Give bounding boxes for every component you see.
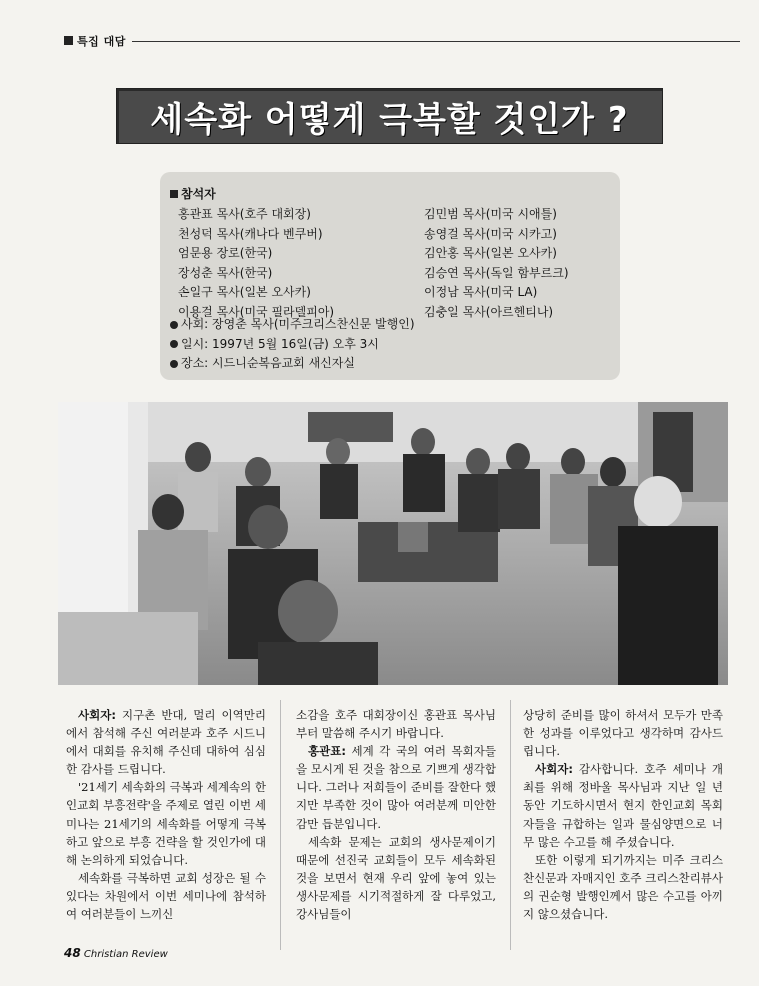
speaker-label: 홍관표: xyxy=(308,744,346,759)
section-marker-square xyxy=(64,36,73,45)
participants-heading-text: 참석자 xyxy=(181,187,216,201)
paragraph: 상당히 준비를 많이 하셔서 모두가 만족한 성과를 이루었다고 생각하며 감사드립니다. xyxy=(523,708,723,759)
participant-item: 김충일 목사(아르헨티나) xyxy=(424,304,554,319)
paragraph: 사회자: 감사합니다. 호주 세미나 개최를 위해 정바울 목사님과 지난 일 년 동안 기도하시면서 현지 한인교회 목회자들을 규합하는 일과 물심양면으로 너무 많은 수고를 해 주셨습니다. xyxy=(523,762,723,849)
bullet-icon xyxy=(170,321,178,329)
roundtable-photo xyxy=(58,402,728,685)
header-rule xyxy=(132,41,740,42)
bullet-icon xyxy=(170,360,178,368)
participant-item: 홍관표 목사(호주 대회장) xyxy=(178,207,311,221)
participant-item: 장성춘 목사(한국) xyxy=(178,265,273,280)
participant-item: 이용걸 목사(미국 필라델피아) xyxy=(178,304,335,319)
paragraph: 사회자: 지구촌 반대, 멀리 이역만리에서 참석해 주신 여러분과 호주 시드니에서 대회를 유치해 주신데 대하여 심심한 감사를 드립니다. xyxy=(66,708,266,777)
column-divider xyxy=(510,700,511,950)
paragraph: 또한 이렇게 되기까지는 미주 크리스찬신문과 자매지인 호주 크리스찬리뷰사의 권순형 발행인께서 많은 수고를 아끼지 않으셨습니다. xyxy=(523,852,723,922)
section-header xyxy=(64,34,740,48)
participant-item: 이정남 목사(미국 LA) xyxy=(424,285,538,300)
paragraph: 세속화를 극복하면 교회 성장은 될 수 있다는 차원에서 이번 세미나에 참석하여 여러분들이 느끼신 xyxy=(66,870,266,922)
paragraph: 홍관표: 세계 각 국의 여러 목회자들을 모시게 된 것을 참으로 기쁘게 생각합니다. 그러나 저희들이 준비를 잘한다 했지만 부족한 것이 많아 여러분께 미안한 감만 듭분입니다. xyxy=(296,744,496,831)
speaker-label: 사회자: xyxy=(78,708,116,722)
heading-square-icon xyxy=(170,190,178,198)
place-line: 장소: 시드니순복음교회 새신자실 xyxy=(170,354,415,374)
speaker-label: 사회자: xyxy=(535,762,573,777)
participant-item: 천성덕 목사(캐나다 벤쿠버) xyxy=(178,226,323,241)
participant-item: 김민범 목사(미국 시애틀) xyxy=(424,207,557,221)
magazine-name: Christian Review xyxy=(83,949,168,960)
event-meta xyxy=(170,315,415,374)
participants-box xyxy=(160,172,620,380)
participant-item: 김안홍 목사(일본 오사카) xyxy=(424,246,557,261)
page-footer xyxy=(64,946,168,960)
article-column-1 xyxy=(66,706,266,923)
participant-item: 손일구 목사(일본 오사카) xyxy=(178,285,311,300)
article-title: 세속화 어떻게 극복할 것인가 ? xyxy=(150,99,629,140)
date-line: 일시: 1997년 5월 16일(금) 오후 3시 xyxy=(170,335,415,355)
participants-heading xyxy=(170,185,216,202)
title-banner xyxy=(116,88,663,144)
moderator-line: 사회: 장영춘 목사(미주크리스찬신문 발행인) xyxy=(170,315,415,335)
column-divider xyxy=(280,700,281,950)
article-column-2 xyxy=(296,706,496,923)
page-number: 48 xyxy=(64,946,81,960)
participant-item: 엄문용 장로(한국) xyxy=(178,246,273,261)
participant-item: 김승연 목사(독일 함부르크) xyxy=(424,265,569,280)
section-label: 특집 대담 xyxy=(77,35,126,48)
participants-right-list xyxy=(424,205,569,323)
article-column-3 xyxy=(523,706,723,923)
paragraph: 세속화 문제는 교회의 생사문제이기 때문에 선진국 교회들이 모두 세속화된 것을 보면서 현재 우리 앞에 놓여 있는 생사문제를 시기적절하게 잘 다루었고, 강사님들이 xyxy=(296,834,496,922)
paragraph: '21세기 세속화의 극복과 세계속의 한인교회 부흥전략'을 주제로 열린 이번 세미나는 21세기의 세속화를 어떻게 극복하고 앞으로 부흥 건략을 할 것인가에 대해 논의하게 되었습니다. xyxy=(66,780,266,867)
participant-item: 송영걸 목사(미국 시카고) xyxy=(424,226,557,241)
participants-left-list xyxy=(178,205,334,323)
paragraph: 소감을 호주 대회장이신 홍관표 목사님부터 말씀해 주시기 바랍니다. xyxy=(296,708,496,741)
bullet-icon xyxy=(170,340,178,348)
